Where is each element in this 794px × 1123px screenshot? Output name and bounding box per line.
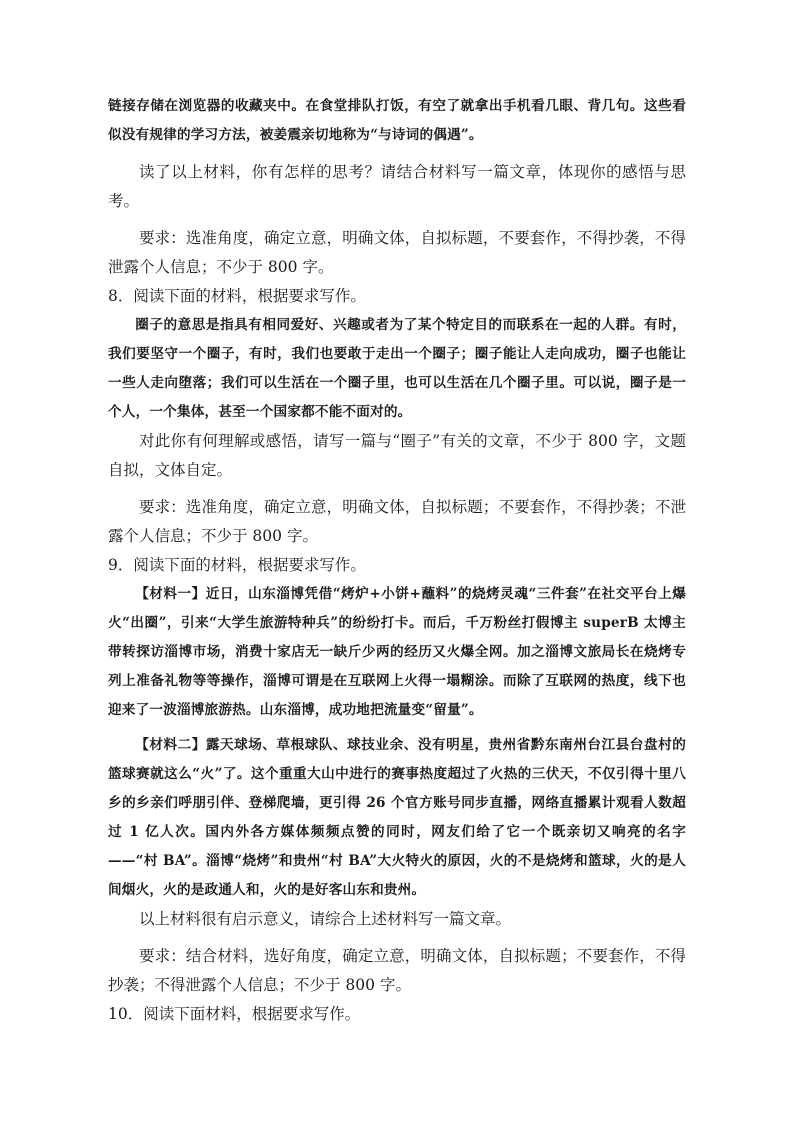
- document-page: [108, 92, 686, 1029]
- question-9-material-2: 【材料二】露天球场、草根球队、球技业余、没有明星，贵州省黔东南州台江县台盘村的篮球赛就这么“火”了。这个重重大山中进行的赛事热度超过了火热的三伏天，不仅引得十里八乡的乡亲们呼朋引伴、登梯爬墙，更引得 26 个官方账号同步直播，网络直播累计观看人数超过 1 亿人次。国内外各方媒体频频点赞的同时，网友们给了它一个既亲切又响亮的名字——“村 BA”。淄博“烧烤”和贵州“村 BA”大火特火的原因，火的不是烧烤和篮球，火的是人间烟火，火的是政通人和，火的是好客山东和贵州。: [108, 737, 686, 898]
- writing-prompt-8: 对此你有何理解或感悟，请写一篇与“圈子”有关的文章，不少于 800 字，文题自拟，文体自定。: [108, 432, 686, 479]
- question-8-material: 圈子的意思是指具有相同爱好、兴趣或者为了某个特定目的而联系在一起的人群。有时，我们要坚守一个圈子，有时，我们也要敢于走出一个圈子；圈子能让人走向成功，圈子也能让一些人走向堕落；我们可以生活在一个圈子里，也可以生活在几个圈子里。可以说，圈子是一个人，一个集体，甚至一个国家都不能不面对的。: [108, 317, 686, 420]
- requirement-7: 要求：选准角度，确定立意，明确文体，自拟标题，不要套作，不得抄袭，不得泄露个人信息；不少于 800 字。: [108, 229, 686, 276]
- question-9-material-1: 【材料一】近日，山东淄博凭借“烤炉+小饼+蘸料”的烧烤灵魂“三件套”在社交平台上爆火“出圈”，引来“大学生旅游特种兵”的纷纷打卡。而后，千万粉丝打假博主 superB 太博主带转探访淄博市场，消费十家店无一缺斤少两的经历又火爆全网。加之淄博文旅局长在烧烤专列上准备礼物等等操作，淄博可谓是在互联网上火得一塌糊涂。而除了互联网的热度，线下也迎来了一波淄博旅游热。山东淄博，成功地把流量变“留量”。: [108, 586, 686, 718]
- requirement-9: 要求：结合材料，选好角度，确定立意，明确文体，自拟标题；不要套作，不得抄袭；不得泄露个人信息；不少于 800 字。: [108, 947, 686, 994]
- question-9-heading: 9．阅读下面的材料，根据要求写作。: [108, 556, 366, 574]
- question-8-heading: 8．阅读下面的材料，根据要求写作。: [108, 287, 366, 305]
- requirement-8: 要求：选准角度，确定立意，明确文体，自拟标题；不要套作，不得抄袭；不泄露个人信息；不少于 800 字。: [108, 498, 686, 545]
- writing-prompt-9: 以上材料很有启示意义，请综合上述材料写一篇文章。: [139, 910, 512, 928]
- writing-prompt-7: 读了以上材料，你有怎样的思考？请结合材料写一篇文章，体现你的感悟与思考。: [108, 163, 686, 210]
- question-10-heading: 10．阅读下面材料，根据要求写作。: [108, 1005, 361, 1023]
- continued-material-text: 链接存储在浏览器的收藏夹中。在食堂排队打饭，有空了就拿出手机看几眼、背几句。这些看似没有规律的学习方法，被姜震亲切地称为“与诗词的偶遇”。: [108, 98, 686, 143]
